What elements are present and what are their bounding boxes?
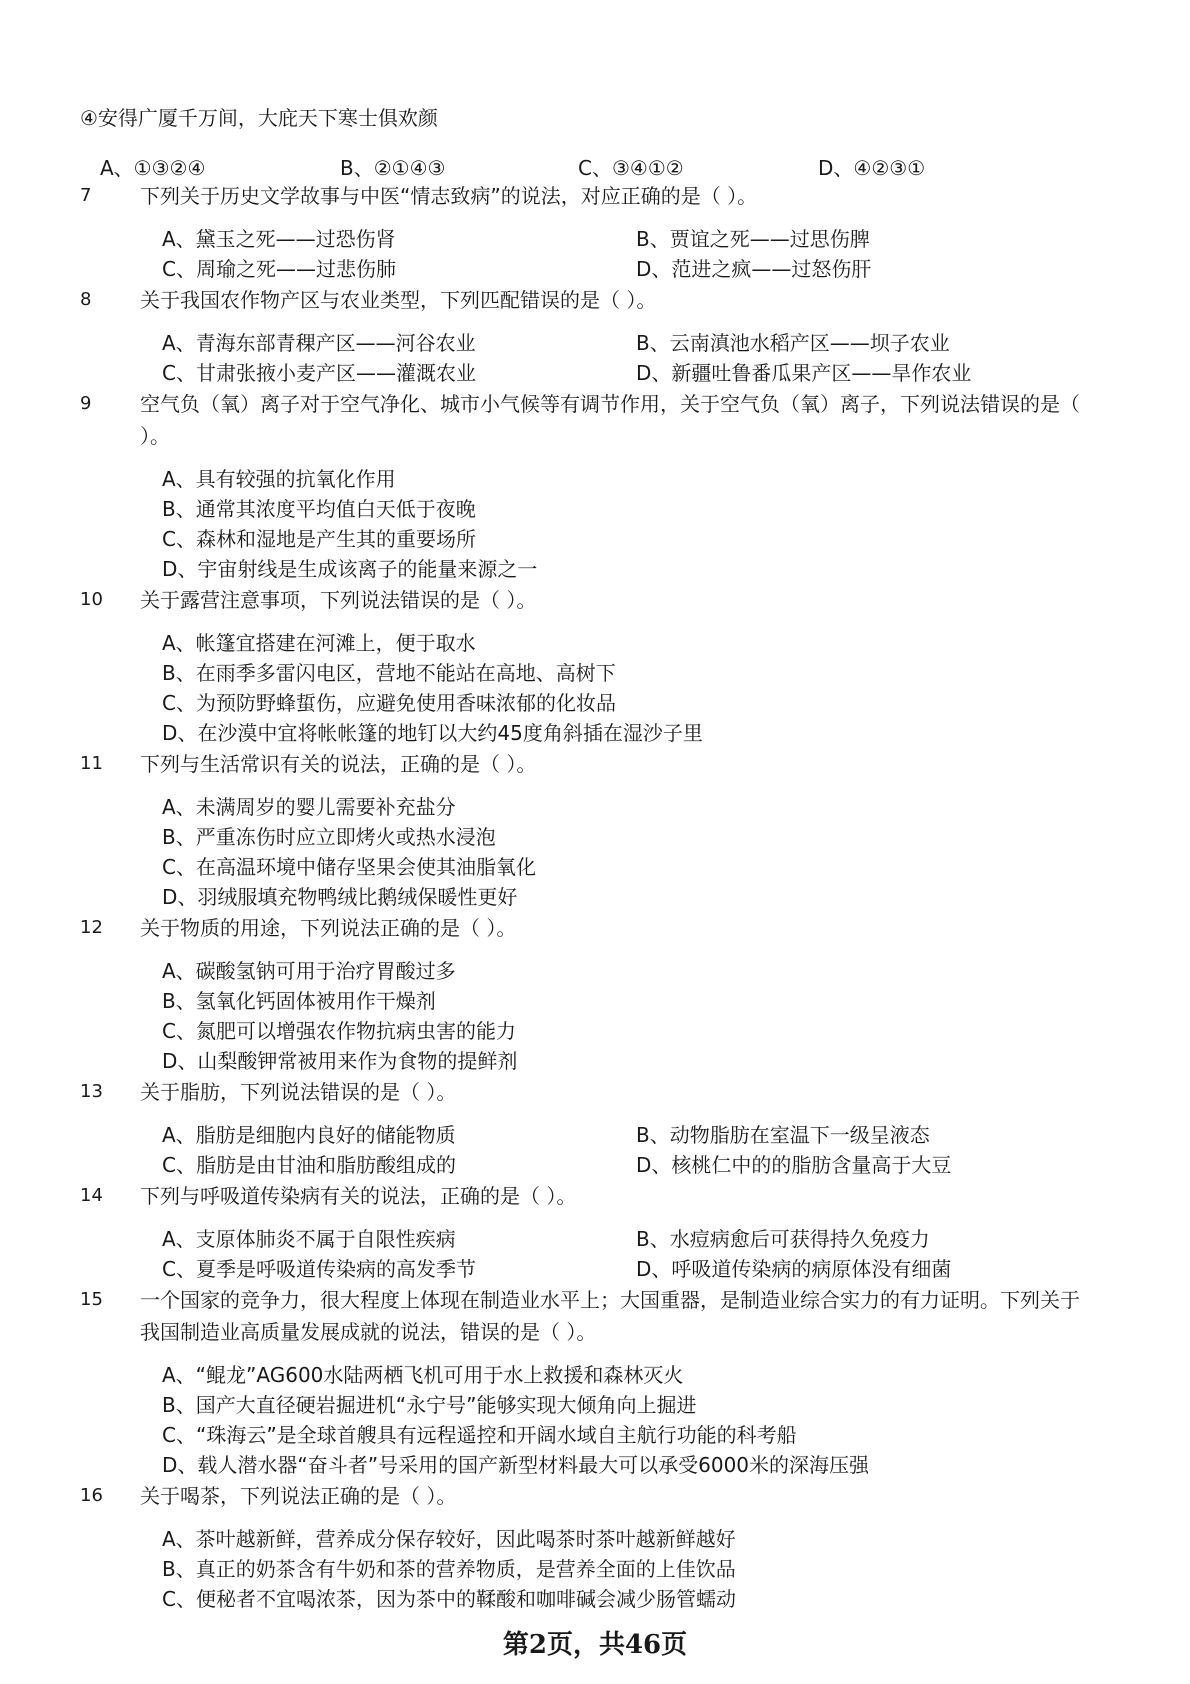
page-footer: 第2页，共46页: [502, 1630, 688, 1660]
question-stem: [0, 1076, 1190, 1108]
question-number: 16: [80, 1485, 103, 1506]
option-a: A、①③②④: [100, 156, 206, 180]
answer-option: A、青海东部青稞产区——河谷农业: [162, 331, 476, 355]
answer-options: [0, 792, 1190, 912]
option-b: B、②①④③: [340, 156, 446, 180]
question-list: [0, 180, 1190, 1614]
answer-option: C、周瑜之死——过悲伤肺: [162, 257, 396, 281]
answer-option: C、氮肥可以增强农作物抗病虫害的能力: [162, 1019, 516, 1043]
answer-options: [0, 1524, 1190, 1614]
question-item: [0, 748, 1190, 912]
answer-option: A、黛玉之死——过恐伤肾: [162, 227, 396, 251]
answer-option: B、在雨季多雷闪电区，营地不能站在高地、高树下: [162, 661, 616, 685]
question-number: 7: [80, 185, 92, 206]
question-number: 14: [80, 1185, 103, 1206]
question-text: 一个国家的竞争力，很大程度上体现在制造业水平上；大国重器，是制造业综合实力的有力证明。下列关于我国制造业高质量发展成就的说法，错误的是（ ）。: [140, 1288, 1080, 1344]
question-item: [0, 284, 1190, 388]
option-d: D、④②③①: [818, 156, 926, 180]
answer-option: A、碳酸氢钠可用于治疗胃酸过多: [162, 959, 456, 983]
question-number: 10: [80, 589, 103, 610]
question-item: [0, 1076, 1190, 1180]
answer-option: A、具有较强的抗氧化作用: [162, 467, 396, 491]
question-number: 8: [80, 289, 92, 310]
answer-option: B、动物脂肪在室温下一级呈液态: [636, 1123, 930, 1147]
answer-options: [0, 628, 1190, 748]
question-stem: [0, 388, 1190, 452]
question-number: 12: [80, 917, 103, 938]
answer-option: C、在高温环境中储存坚果会使其油脂氧化: [162, 855, 536, 879]
answer-option: A、茶叶越新鲜，营养成分保存较好，因此喝茶时茶叶越新鲜越好: [162, 1527, 736, 1551]
answer-option: D、呼吸道传染病的病原体没有细菌: [636, 1257, 952, 1281]
answer-option: D、宇宙射线是生成该离子的能量来源之一: [162, 557, 538, 581]
answer-option: D、范进之疯——过怒伤肝: [636, 257, 872, 281]
answer-option: D、山梨酸钾常被用来作为食物的提鲜剂: [162, 1049, 518, 1073]
question-text: 空气负（氧）离子对于空气净化、城市小气候等有调节作用，关于空气负（氧）离子，下列说法错误的是（ ）。: [140, 392, 1080, 448]
answer-option: D、载人潜水器“奋斗者”号采用的国产新型材料最大可以承受6000米的深海压强: [162, 1453, 870, 1477]
answer-option: B、贾谊之死——过思伤脾: [636, 227, 870, 251]
question-text: 关于脂肪，下列说法错误的是（ ）。: [140, 1080, 457, 1104]
options-row-q6: [100, 152, 1100, 180]
question-text: 关于喝茶，下列说法正确的是（ ）。: [140, 1484, 457, 1508]
answer-option: A、帐篷宜搭建在河滩上，便于取水: [162, 631, 476, 655]
question-text: 下列与生活常识有关的说法，正确的是（ ）。: [140, 752, 537, 776]
question-number: 13: [80, 1081, 103, 1102]
answer-option: B、氢氧化钙固体被用作干燥剂: [162, 989, 436, 1013]
answer-options: [0, 1224, 1190, 1284]
answer-option: D、羽绒服填充物鸭绒比鹅绒保暖性更好: [162, 885, 518, 909]
answer-option: B、水痘病愈后可获得持久免疫力: [636, 1227, 930, 1251]
question-number: 11: [80, 753, 103, 774]
question-text: 关于物质的用途，下列说法正确的是（ ）。: [140, 916, 517, 940]
question-text: 关于我国农作物产区与农业类型，下列匹配错误的是（ ）。: [140, 288, 657, 312]
question-item: [0, 1180, 1190, 1284]
answer-option: D、新疆吐鲁番瓜果产区——旱作农业: [636, 361, 972, 385]
question-number: 15: [80, 1289, 103, 1310]
answer-option: B、国产大直径硬岩掘进机“永宁号”能够实现大倾角向上掘进: [162, 1393, 697, 1417]
answer-options: [0, 1120, 1190, 1180]
question-text: 下列与呼吸道传染病有关的说法，正确的是（ ）。: [140, 1184, 577, 1208]
question-stem: [0, 1284, 1190, 1348]
answer-option: C、森林和湿地是产生其的重要场所: [162, 527, 476, 551]
question-stem: [0, 1180, 1190, 1212]
answer-option: C、便秘者不宜喝浓茶，因为茶中的鞣酸和咖啡碱会减少肠管蠕动: [162, 1587, 736, 1611]
question-item: [0, 912, 1190, 1076]
option-c: C、③④①②: [578, 156, 684, 180]
answer-option: D、核桃仁中的的脂肪含量高于大豆: [636, 1153, 952, 1177]
answer-option: C、夏季是呼吸道传染病的高发季节: [162, 1257, 476, 1281]
question-text: 关于露营注意事项，下列说法错误的是（ ）。: [140, 588, 537, 612]
answer-option: D、在沙漠中宜将帐帐篷的地钉以大约45度角斜插在湿沙子里: [162, 721, 703, 745]
carryover-line: ④安得广厦千万间，大庇天下寒士俱欢颜: [80, 106, 438, 130]
question-stem: [0, 748, 1190, 780]
answer-option: C、为预防野蜂蜇伤，应避免使用香味浓郁的化妆品: [162, 691, 616, 715]
answer-option: C、甘肃张掖小麦产区——灌溉农业: [162, 361, 476, 385]
question-stem: [0, 284, 1190, 316]
question-item: [0, 180, 1190, 284]
question-stem: [0, 180, 1190, 212]
answer-options: [0, 328, 1190, 388]
answer-option: B、真正的奶茶含有牛奶和茶的营养物质，是营养全面的上佳饮品: [162, 1557, 736, 1581]
answer-option: C、“珠海云”是全球首艘具有远程遥控和开阔水域自主航行功能的科考船: [162, 1423, 797, 1447]
answer-option: A、未满周岁的婴儿需要补充盐分: [162, 795, 456, 819]
question-text: 下列关于历史文学故事与中医“情志致病”的说法，对应正确的是（ ）。: [140, 184, 758, 208]
question-stem: [0, 584, 1190, 616]
answer-options: [0, 956, 1190, 1076]
question-item: [0, 388, 1190, 584]
question-item: [0, 1480, 1190, 1614]
question-stem: [0, 1480, 1190, 1512]
answer-option: A、脂肪是细胞内良好的储能物质: [162, 1123, 456, 1147]
answer-option: B、云南滇池水稻产区——坝子农业: [636, 331, 950, 355]
question-number: 9: [80, 393, 92, 414]
answer-options: [0, 224, 1190, 284]
question-item: [0, 584, 1190, 748]
answer-option: B、严重冻伤时应立即烤火或热水浸泡: [162, 825, 496, 849]
answer-option: B、通常其浓度平均值白天低于夜晚: [162, 497, 476, 521]
answer-options: [0, 1360, 1190, 1480]
answer-option: A、支原体肺炎不属于自限性疾病: [162, 1227, 456, 1251]
question-item: [0, 1284, 1190, 1480]
answer-options: [0, 464, 1190, 584]
answer-option: A、“鲲龙”AG600水陆两栖飞机可用于水上救援和森林灭火: [162, 1363, 684, 1387]
answer-option: C、脂肪是由甘油和脂肪酸组成的: [162, 1153, 456, 1177]
question-stem: [0, 912, 1190, 944]
